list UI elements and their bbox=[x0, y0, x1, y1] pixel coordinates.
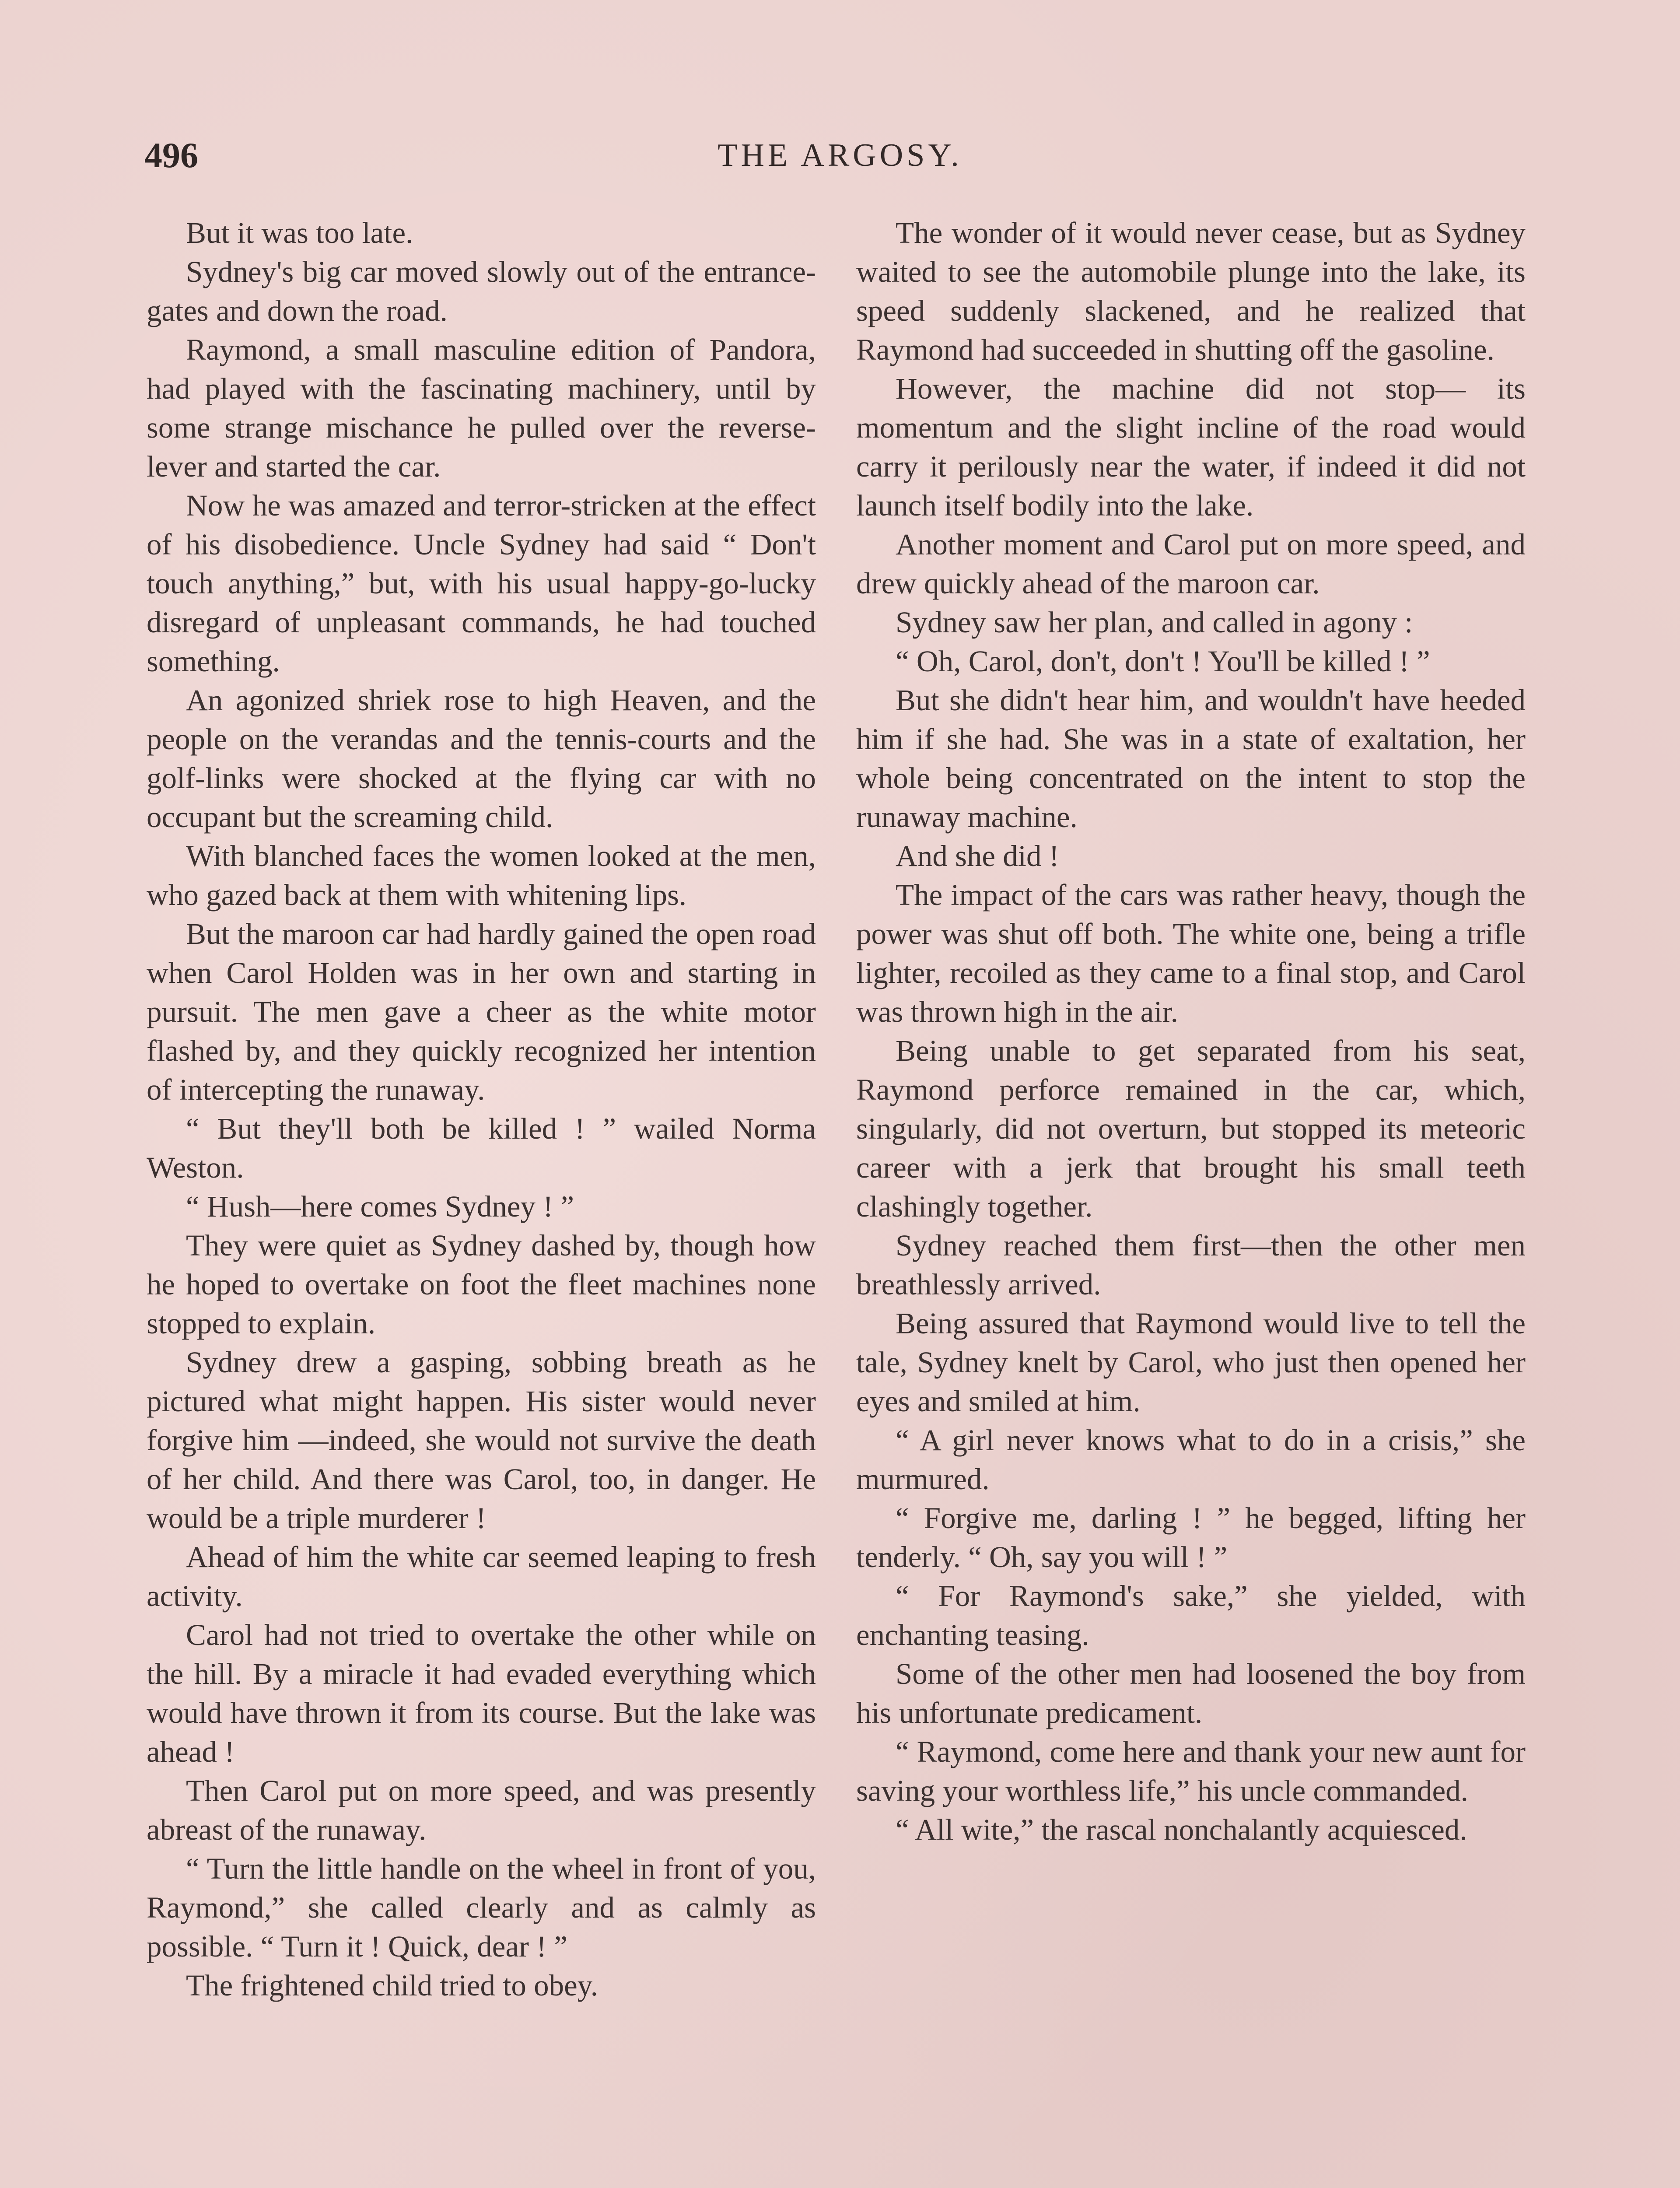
paragraph: They were quiet as Sydney dashed by, though how he hoped to overtake on foot the fleet machines none stopped to explain. bbox=[147, 1229, 816, 1340]
paragraph: “ Oh, Carol, don't, don't ! You'll be killed ! ” bbox=[896, 645, 1430, 678]
paragraph: Now he was amazed and terror-stricken at the effect of his disobedience. Uncle Sydney had said “ Don't touch anything,” but, with his usual happy-go-lucky disregard of unpleasant commands, he had touched something. bbox=[147, 489, 816, 678]
paragraph: The frightened child tried to obey. bbox=[186, 1969, 598, 2002]
paragraph: “ Hush—here comes Sydney ! ” bbox=[186, 1190, 574, 1223]
paragraph: Raymond, a small masculine edition of Pandora, had played with the fascinating machinery, until by some strange mischance he pulled over the reverse-lever and started the car. bbox=[147, 333, 816, 483]
paragraph: Then Carol put on more speed, and was presently abreast of the runaway. bbox=[147, 1774, 816, 1846]
paragraph: “ A girl never knows what to do in a crisis,” she murmured. bbox=[856, 1424, 1526, 1496]
paragraph: Sydney saw her plan, and called in agony : bbox=[896, 606, 1413, 639]
right-text-column bbox=[856, 214, 1526, 1849]
page-header bbox=[144, 131, 1536, 179]
paragraph: Ahead of him the white car seemed leaping to fresh activity. bbox=[147, 1540, 816, 1613]
paragraph: With blanched faces the women looked at the men, who gazed back at them with whitening lips. bbox=[147, 839, 816, 912]
paragraph: The wonder of it would never cease, but as Sydney waited to see the automobile plunge into the lake, its speed suddenly slackened, and he realized that Raymond had succeeded in shutting off the gasoline. bbox=[856, 216, 1526, 366]
paragraph: Another moment and Carol put on more speed, and drew quickly ahead of the maroon car. bbox=[856, 528, 1526, 600]
paragraph: Carol had not tried to overtake the other while on the hill. By a miracle it had evaded everything which would have thrown it from its course. But the lake was ahead ! bbox=[147, 1618, 816, 1768]
paragraph: “ All wite,” the rascal nonchalantly acquiesced. bbox=[896, 1813, 1467, 1846]
page-number: 496 bbox=[144, 135, 198, 175]
paragraph: “ But they'll both be killed ! ” wailed Norma Weston. bbox=[147, 1112, 816, 1184]
paragraph: “ Forgive me, darling ! ” he begged, lifting her tenderly. “ Oh, say you will ! ” bbox=[856, 1501, 1526, 1574]
paragraph: But it was too late. bbox=[186, 216, 413, 249]
paragraph: And she did ! bbox=[896, 839, 1059, 873]
left-text-column bbox=[147, 214, 816, 2005]
paragraph: But the maroon car had hardly gained the open road when Carol Holden was in her own and starting in pursuit. The men gave a cheer as the white motor flashed by, and they quickly recognized her intention of intercepting the runaway. bbox=[147, 917, 816, 1106]
paragraph: Being unable to get separated from his seat, Raymond perforce remained in the car, which, singularly, did not overturn, but stopped its meteoric career with a jerk that brought his small teeth clashingly together. bbox=[856, 1034, 1526, 1223]
paragraph: “ Raymond, come here and thank your new aunt for saving your worthless life,” his uncle commanded. bbox=[856, 1735, 1526, 1807]
paragraph: But she didn't hear him, and wouldn't have heeded him if she had. She was in a state of exaltation, her whole being concentrated on the intent to stop the runaway machine. bbox=[856, 684, 1526, 834]
paragraph: The impact of the cars was rather heavy, though the power was shut off both. The white one, being a trifle lighter, recoiled as they came to a final stop, and Carol was thrown high in the air. bbox=[856, 878, 1526, 1028]
paragraph: An agonized shriek rose to high Heaven, and the people on the verandas and the tennis-courts and the golf-links were shocked at the flying car with no occupant but the screaming child. bbox=[147, 684, 816, 834]
paragraph: Sydney's big car moved slowly out of the entrance-gates and down the road. bbox=[147, 255, 816, 327]
paragraph: “ Turn the little handle on the wheel in front of you, Raymond,” she called clearly and as calmly as possible. “ Turn it ! Quick, dear ! ” bbox=[147, 1852, 816, 1963]
paragraph: Some of the other men had loosened the boy from his unfortunate predicament. bbox=[856, 1657, 1526, 1729]
running-title: THE ARGOSY. bbox=[718, 137, 962, 173]
paragraph: Sydney drew a gasping, sobbing breath as he pictured what might happen. His sister would never forgive him —indeed, she would not survive the death of her child. And there was Carol, too, in danger. He would be a triple murderer ! bbox=[147, 1346, 816, 1535]
paragraph: Being assured that Raymond would live to tell the tale, Sydney knelt by Carol, who just then opened her eyes and smiled at him. bbox=[856, 1307, 1526, 1418]
paragraph: However, the machine did not stop— its momentum and the slight incline of the road would carry it perilously near the water, if indeed it did not launch itself bodily into the lake. bbox=[856, 372, 1526, 522]
paragraph: Sydney reached them first—then the other men breathlessly arrived. bbox=[856, 1229, 1526, 1301]
paragraph: “ For Raymond's sake,” she yielded, with enchanting teasing. bbox=[856, 1579, 1526, 1652]
